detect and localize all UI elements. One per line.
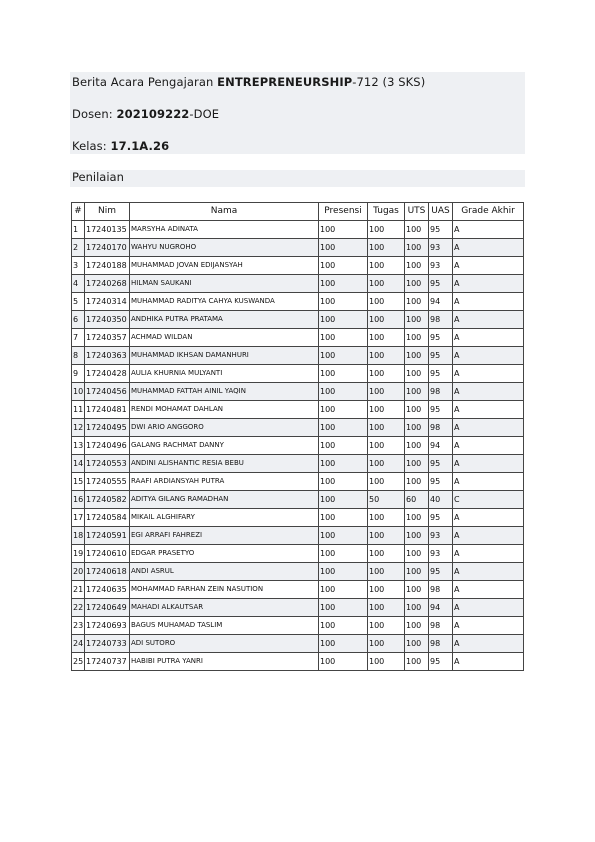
midterm-score: 100: [405, 419, 429, 437]
table-row: [72, 257, 524, 275]
row-number: 21: [72, 581, 85, 599]
student-name: MUHAMMAD IKHSAN DAMANHURI: [130, 347, 319, 365]
student-nim: 17240733: [85, 635, 130, 653]
row-number: 24: [72, 635, 85, 653]
final-grade: A: [453, 347, 524, 365]
attendance-score: 100: [319, 347, 368, 365]
row-number: 9: [72, 365, 85, 383]
final-grade: A: [453, 401, 524, 419]
student-nim: 17240610: [85, 545, 130, 563]
col-header-assignment: Tugas: [368, 203, 405, 221]
student-name: MOHAMMAD FARHAN ZEIN NASUTION: [130, 581, 319, 599]
table-row: [72, 311, 524, 329]
attendance-score: 100: [319, 599, 368, 617]
student-name: MUHAMMAD JOVAN EDIJANSYAH: [130, 257, 319, 275]
row-number: 19: [72, 545, 85, 563]
assignment-score: 100: [368, 347, 405, 365]
final-exam-score: 95: [429, 473, 453, 491]
col-header-nim: Nim: [85, 203, 130, 221]
row-number: 16: [72, 491, 85, 509]
table-row: [72, 329, 524, 347]
midterm-score: 100: [405, 365, 429, 383]
midterm-score: 100: [405, 545, 429, 563]
assignment-score: 100: [368, 329, 405, 347]
col-header-final-grade: Grade Akhir: [453, 203, 524, 221]
student-nim: 17240591: [85, 527, 130, 545]
student-name: EGI ARRAFI FAHREZI: [130, 527, 319, 545]
attendance-score: 100: [319, 617, 368, 635]
final-grade: A: [453, 275, 524, 293]
student-nim: 17240737: [85, 653, 130, 671]
assignment-score: 100: [368, 527, 405, 545]
student-name: HABIBI PUTRA YANRI: [130, 653, 319, 671]
final-grade: A: [453, 419, 524, 437]
lecturer-line: [72, 107, 219, 121]
student-name: ACHMAD WILDAN: [130, 329, 319, 347]
row-number: 2: [72, 239, 85, 257]
attendance-score: 100: [319, 437, 368, 455]
table-row: [72, 239, 524, 257]
student-nim: 17240456: [85, 383, 130, 401]
attendance-score: 100: [319, 329, 368, 347]
assignment-score: 100: [368, 275, 405, 293]
student-nim: 17240693: [85, 617, 130, 635]
class-label: Kelas:: [72, 139, 111, 153]
student-name: ANDHIKA PUTRA PRATAMA: [130, 311, 319, 329]
table-row: [72, 653, 524, 671]
final-grade: A: [453, 617, 524, 635]
midterm-score: 100: [405, 653, 429, 671]
student-name: AULIA KHURNIA MULYANTI: [130, 365, 319, 383]
table-row: [72, 455, 524, 473]
table-row: [72, 491, 524, 509]
student-nim: 17240584: [85, 509, 130, 527]
assignment-score: 100: [368, 239, 405, 257]
final-grade: A: [453, 365, 524, 383]
grades-table: [71, 202, 524, 671]
row-number: 18: [72, 527, 85, 545]
row-number: 1: [72, 221, 85, 239]
table-row: [72, 293, 524, 311]
row-number: 13: [72, 437, 85, 455]
row-number: 17: [72, 509, 85, 527]
student-nim: 17240582: [85, 491, 130, 509]
attendance-score: 100: [319, 383, 368, 401]
final-grade: A: [453, 653, 524, 671]
table-row: [72, 635, 524, 653]
final-grade: A: [453, 509, 524, 527]
midterm-score: 100: [405, 257, 429, 275]
student-name: ADITYA GILANG RAMADHAN: [130, 491, 319, 509]
final-exam-score: 95: [429, 365, 453, 383]
student-name: EDGAR PRASETYO: [130, 545, 319, 563]
final-exam-score: 95: [429, 329, 453, 347]
attendance-score: 100: [319, 581, 368, 599]
section-bar: [70, 170, 525, 187]
final-exam-score: 93: [429, 527, 453, 545]
student-name: ANDINI ALISHANTIC RESIA BEBU: [130, 455, 319, 473]
student-name: RENDI MOHAMAT DAHLAN: [130, 401, 319, 419]
assignment-score: 100: [368, 563, 405, 581]
final-exam-score: 98: [429, 383, 453, 401]
midterm-score: 100: [405, 239, 429, 257]
final-grade: A: [453, 455, 524, 473]
attendance-score: 100: [319, 527, 368, 545]
table-row: [72, 545, 524, 563]
course-name: ENTREPRENEURSHIP: [217, 75, 353, 89]
final-grade: A: [453, 581, 524, 599]
attendance-score: 100: [319, 473, 368, 491]
class-code: 17.1A.26: [110, 139, 170, 153]
assignment-score: 100: [368, 599, 405, 617]
final-grade: A: [453, 635, 524, 653]
final-grade: A: [453, 563, 524, 581]
table-row: [72, 509, 524, 527]
title-prefix: Berita Acara Pengajaran: [72, 75, 218, 89]
row-number: 22: [72, 599, 85, 617]
attendance-score: 100: [319, 239, 368, 257]
page-title: [72, 75, 425, 89]
attendance-score: 100: [319, 455, 368, 473]
attendance-score: 100: [319, 653, 368, 671]
final-grade: C: [453, 491, 524, 509]
header-block: [70, 72, 525, 154]
attendance-score: 100: [319, 221, 368, 239]
midterm-score: 100: [405, 401, 429, 419]
attendance-score: 100: [319, 401, 368, 419]
final-exam-score: 98: [429, 635, 453, 653]
student-nim: 17240635: [85, 581, 130, 599]
final-exam-score: 95: [429, 563, 453, 581]
col-header-attendance: Presensi: [319, 203, 368, 221]
attendance-score: 100: [319, 257, 368, 275]
student-name: ADI SUTORO: [130, 635, 319, 653]
midterm-score: 100: [405, 455, 429, 473]
midterm-score: 100: [405, 293, 429, 311]
final-grade: A: [453, 437, 524, 455]
assignment-score: 100: [368, 383, 405, 401]
row-number: 10: [72, 383, 85, 401]
assignment-score: 100: [368, 311, 405, 329]
student-nim: 17240495: [85, 419, 130, 437]
midterm-score: 100: [405, 329, 429, 347]
student-name: WAHYU NUGROHO: [130, 239, 319, 257]
student-name: MUHAMMAD FATTAH AINIL YAQIN: [130, 383, 319, 401]
student-nim: 17240555: [85, 473, 130, 491]
attendance-score: 100: [319, 635, 368, 653]
final-exam-score: 40: [429, 491, 453, 509]
row-number: 25: [72, 653, 85, 671]
student-name: ANDI ASRUL: [130, 563, 319, 581]
row-number: 14: [72, 455, 85, 473]
attendance-score: 100: [319, 365, 368, 383]
student-nim: 17240350: [85, 311, 130, 329]
midterm-score: 100: [405, 311, 429, 329]
class-line: [72, 139, 169, 153]
student-nim: 17240357: [85, 329, 130, 347]
assignment-score: 100: [368, 221, 405, 239]
assignment-score: 100: [368, 455, 405, 473]
col-header-number: #: [72, 203, 85, 221]
final-exam-score: 95: [429, 347, 453, 365]
lecturer-label: Dosen:: [72, 107, 117, 121]
final-exam-score: 98: [429, 419, 453, 437]
attendance-score: 100: [319, 563, 368, 581]
assignment-score: 100: [368, 365, 405, 383]
student-name: BAGUS MUHAMAD TASLIM: [130, 617, 319, 635]
midterm-score: 100: [405, 275, 429, 293]
row-number: 4: [72, 275, 85, 293]
final-exam-score: 98: [429, 311, 453, 329]
table-row: [72, 617, 524, 635]
student-nim: 17240135: [85, 221, 130, 239]
final-grade: A: [453, 599, 524, 617]
final-exam-score: 95: [429, 275, 453, 293]
row-number: 6: [72, 311, 85, 329]
assignment-score: 100: [368, 509, 405, 527]
final-grade: A: [453, 329, 524, 347]
student-name: RAAFI ARDIANSYAH PUTRA: [130, 473, 319, 491]
student-nim: 17240363: [85, 347, 130, 365]
final-exam-score: 95: [429, 401, 453, 419]
midterm-score: 100: [405, 509, 429, 527]
final-grade: A: [453, 311, 524, 329]
student-name: MIKAIL ALGHIFARY: [130, 509, 319, 527]
row-number: 5: [72, 293, 85, 311]
section-title: Penilaian: [72, 170, 124, 184]
final-grade: A: [453, 221, 524, 239]
table-row: [72, 473, 524, 491]
col-header-name: Nama: [130, 203, 319, 221]
final-exam-score: 93: [429, 239, 453, 257]
assignment-score: 50: [368, 491, 405, 509]
final-exam-score: 94: [429, 293, 453, 311]
final-exam-score: 95: [429, 455, 453, 473]
table-row: [72, 419, 524, 437]
student-name: MUHAMMAD RADITYA CAHYA KUSWANDA: [130, 293, 319, 311]
final-exam-score: 95: [429, 653, 453, 671]
student-name: DWI ARIO ANGGORO: [130, 419, 319, 437]
row-number: 15: [72, 473, 85, 491]
row-number: 3: [72, 257, 85, 275]
final-grade: A: [453, 527, 524, 545]
final-grade: A: [453, 293, 524, 311]
midterm-score: 100: [405, 581, 429, 599]
final-grade: A: [453, 545, 524, 563]
final-exam-score: 93: [429, 257, 453, 275]
attendance-score: 100: [319, 491, 368, 509]
student-name: MARSYHA ADINATA: [130, 221, 319, 239]
final-exam-score: 94: [429, 437, 453, 455]
student-nim: 17240496: [85, 437, 130, 455]
midterm-score: 100: [405, 599, 429, 617]
grades-table-body: [72, 221, 524, 671]
assignment-score: 100: [368, 437, 405, 455]
assignment-score: 100: [368, 419, 405, 437]
row-number: 11: [72, 401, 85, 419]
final-exam-score: 95: [429, 221, 453, 239]
attendance-score: 100: [319, 311, 368, 329]
row-number: 23: [72, 617, 85, 635]
attendance-score: 100: [319, 275, 368, 293]
table-row: [72, 275, 524, 293]
assignment-score: 100: [368, 401, 405, 419]
final-grade: A: [453, 473, 524, 491]
student-nim: 17240428: [85, 365, 130, 383]
final-exam-score: 94: [429, 599, 453, 617]
student-nim: 17240314: [85, 293, 130, 311]
midterm-score: 100: [405, 527, 429, 545]
midterm-score: 60: [405, 491, 429, 509]
midterm-score: 100: [405, 617, 429, 635]
assignment-score: 100: [368, 473, 405, 491]
assignment-score: 100: [368, 581, 405, 599]
final-exam-score: 95: [429, 509, 453, 527]
final-exam-score: 98: [429, 617, 453, 635]
final-grade: A: [453, 257, 524, 275]
midterm-score: 100: [405, 383, 429, 401]
assignment-score: 100: [368, 617, 405, 635]
attendance-score: 100: [319, 293, 368, 311]
assignment-score: 100: [368, 545, 405, 563]
student-nim: 17240268: [85, 275, 130, 293]
assignment-score: 100: [368, 293, 405, 311]
row-number: 12: [72, 419, 85, 437]
final-exam-score: 93: [429, 545, 453, 563]
student-name: MAHADI ALKAUTSAR: [130, 599, 319, 617]
student-nim: 17240188: [85, 257, 130, 275]
student-nim: 17240553: [85, 455, 130, 473]
table-row: [72, 401, 524, 419]
final-grade: A: [453, 383, 524, 401]
student-nim: 17240481: [85, 401, 130, 419]
table-row: [72, 437, 524, 455]
table-row: [72, 599, 524, 617]
lecturer-suffix: -DOE: [189, 107, 220, 121]
row-number: 8: [72, 347, 85, 365]
row-number: 7: [72, 329, 85, 347]
assignment-score: 100: [368, 635, 405, 653]
final-grade: A: [453, 239, 524, 257]
student-nim: 17240170: [85, 239, 130, 257]
table-header-row: [72, 203, 524, 221]
midterm-score: 100: [405, 563, 429, 581]
midterm-score: 100: [405, 221, 429, 239]
col-header-final: UAS: [429, 203, 453, 221]
assignment-score: 100: [368, 257, 405, 275]
midterm-score: 100: [405, 347, 429, 365]
lecturer-id: 202109222: [116, 107, 190, 121]
table-row: [72, 347, 524, 365]
midterm-score: 100: [405, 473, 429, 491]
col-header-midterm: UTS: [405, 203, 429, 221]
table-row: [72, 365, 524, 383]
table-row: [72, 383, 524, 401]
course-code: -712 (3 SKS): [352, 75, 426, 89]
final-exam-score: 98: [429, 581, 453, 599]
student-name: GALANG RACHMAT DANNY: [130, 437, 319, 455]
table-row: [72, 581, 524, 599]
student-nim: 17240649: [85, 599, 130, 617]
table-row: [72, 221, 524, 239]
table-row: [72, 527, 524, 545]
midterm-score: 100: [405, 437, 429, 455]
assignment-score: 100: [368, 653, 405, 671]
attendance-score: 100: [319, 419, 368, 437]
attendance-score: 100: [319, 545, 368, 563]
student-nim: 17240618: [85, 563, 130, 581]
row-number: 20: [72, 563, 85, 581]
midterm-score: 100: [405, 635, 429, 653]
student-name: HILMAN SAUKANI: [130, 275, 319, 293]
attendance-score: 100: [319, 509, 368, 527]
table-row: [72, 563, 524, 581]
